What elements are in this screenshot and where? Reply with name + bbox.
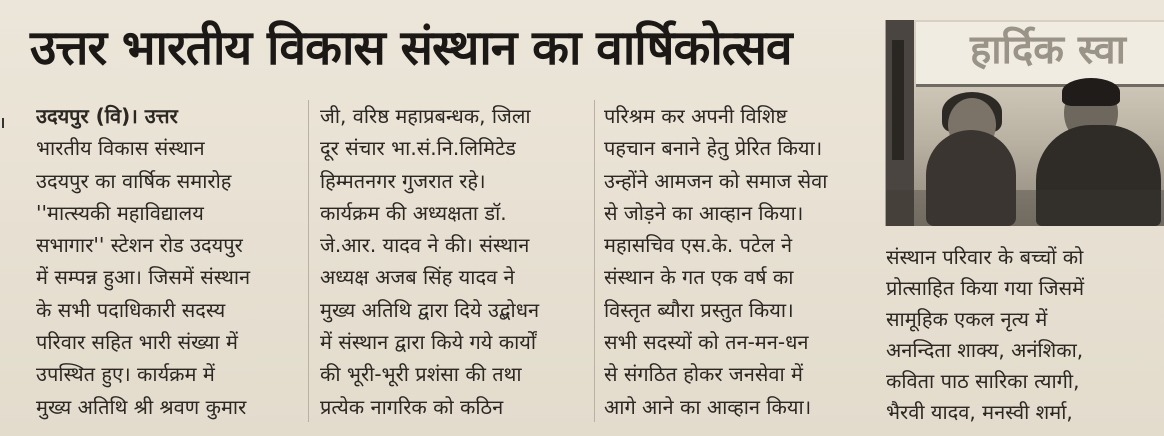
event-photo — [885, 20, 1164, 226]
stage-banner — [916, 22, 1164, 87]
article-column-3 — [604, 100, 866, 423]
text-line: मुख्य अतिथि श्री श्रवण कुमार — [36, 394, 247, 419]
text-line: में सम्पन्न हुआ। जिसमें संस्थान — [36, 265, 251, 290]
column-divider — [594, 100, 595, 422]
text-line: दूर संचार भा.सं.नि.लिमिटेड — [320, 136, 516, 161]
person-2-hair — [1062, 78, 1120, 106]
article-column-1 — [36, 100, 300, 423]
text-line: उन्होंने आमजन को समाज सेवा — [604, 168, 828, 193]
article-headline: उत्तर भारतीय विकास संस्थान का वार्षिकोत्सव — [30, 20, 792, 76]
text-line: कार्यक्रम की अध्यक्षता डॉ. — [320, 200, 507, 225]
text-line: से जोड़ने का आव्हान किया। — [604, 200, 804, 225]
text-line: हिम्मतनगर गुजरात रहे। — [320, 168, 486, 193]
caption-line: अनन्दिता शाक्य, अनंशिका, — [886, 338, 1084, 362]
text-line: जी, वरिष्ठ महाप्रबन्धक, जिला — [320, 104, 531, 128]
text-line: संस्थान के गत एक वर्ष का — [604, 265, 794, 290]
text-line: अध्यक्ष अजब सिंह यादव ने — [320, 265, 515, 290]
text-line: भारतीय विकास संस्थान — [36, 136, 205, 161]
text-line: में संस्थान द्वारा किये गये कार्यों — [320, 330, 537, 355]
text-line: की भूरी-भूरी प्रशंसा की तथा — [320, 362, 522, 387]
text-line: मुख्य अतिथि द्वारा दिये उद्बोधन — [320, 297, 540, 322]
caption-line: संस्थान परिवार के बच्चों को — [886, 245, 1084, 269]
banner-text: हार्दिक स्वा — [970, 27, 1127, 73]
photo-pillar-shadow — [892, 40, 904, 160]
text-line: सभी सदस्यों को तन-मन-धन — [604, 330, 809, 355]
caption-line: सामूहिक एकल नृत्य में — [886, 307, 1048, 331]
caption-line: प्रोत्साहित किया गया जिसमें — [886, 276, 1085, 300]
text-line: उदयपुर का वार्षिक समारोह — [36, 168, 232, 193]
text-line: के सभी पदाधिकारी सदस्य — [36, 297, 226, 322]
text-line: सभागार'' स्टेशन रोड उदयपुर — [36, 233, 243, 258]
text-line: आगे आने का आव्हान किया। — [604, 394, 812, 419]
text-line: ''मात्स्यकी महाविद्यालय — [36, 200, 204, 225]
photo-table — [886, 190, 1164, 226]
column-divider — [308, 100, 309, 422]
text-line: विस्तृत ब्यौरा प्रस्तुत किया। — [604, 297, 794, 322]
text-line: उपस्थित हुए। कार्यक्रम में — [36, 362, 215, 387]
caption-line: भैरवी यादव, मनस्वी शर्मा, — [886, 400, 1073, 424]
text-line: परिश्रम कर अपनी विशिष्ट — [604, 104, 788, 128]
text-line: पहचान बनाने हेतु प्रेरित किया। — [604, 136, 823, 161]
text-line: परिवार सहित भारी संख्या में — [36, 330, 238, 355]
article-column-2 — [320, 100, 586, 423]
text-line: महासचिव एस.के. पटेल ने — [604, 233, 793, 258]
text-line: प्रत्येक नागरिक को कठिन — [320, 394, 504, 419]
text-line: से संगठित होकर जनसेवा में — [604, 362, 803, 387]
text-line: उदयपुर (वि)। उत्तर — [36, 104, 178, 128]
photo-caption — [886, 242, 1144, 428]
caption-line: कविता पाठ सारिका त्यागी, — [886, 369, 1080, 393]
margin-mark — [2, 118, 4, 128]
text-line: जे.आर. यादव ने की। संस्थान — [320, 233, 530, 258]
